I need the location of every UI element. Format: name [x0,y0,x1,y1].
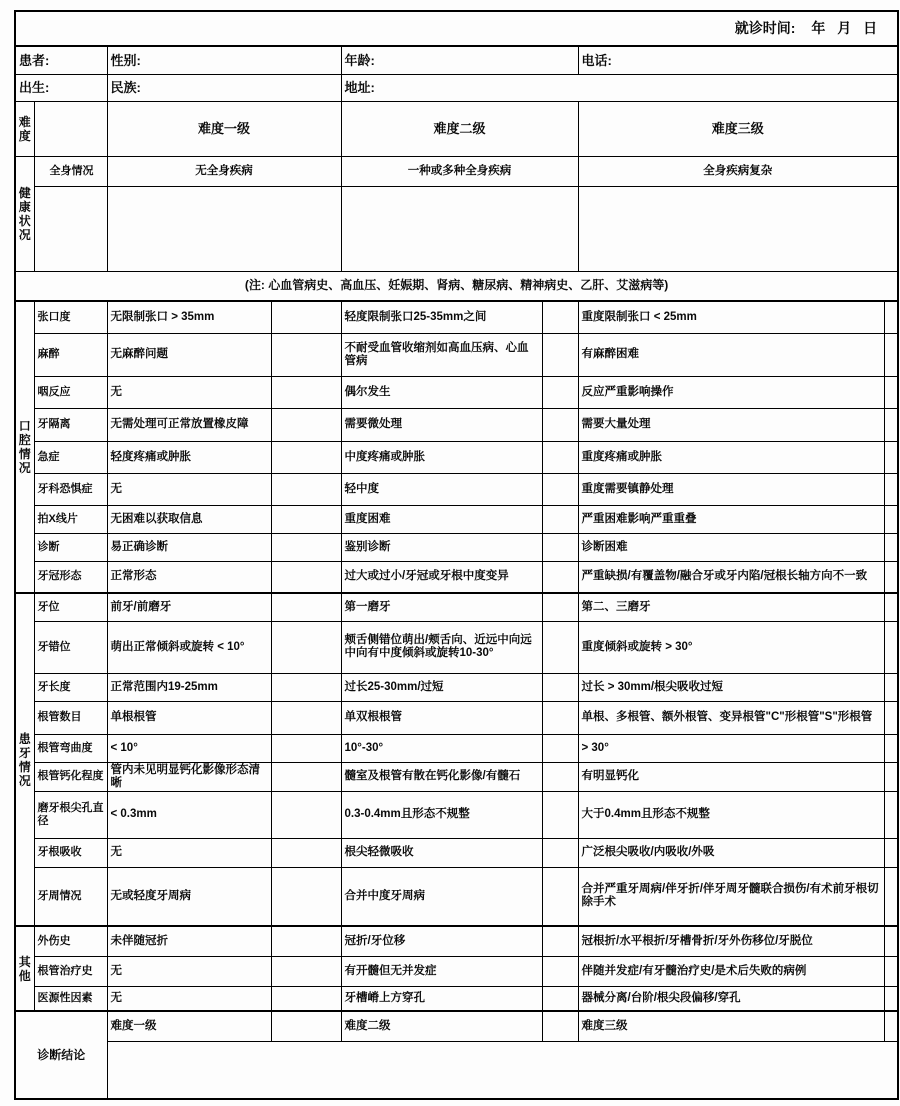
level3-value-cell: 重度疼痛或肿胀 [578,441,884,473]
level1-check-cell[interactable] [271,533,341,561]
level3-value-cell: 大于0.4mm且形态不规整 [578,791,884,838]
level3-check-cell[interactable] [884,561,898,593]
level2-value-cell: 过长25-30mm/过短 [341,673,542,701]
level1-value-cell: 无需处理可正常放置橡皮障 [107,408,271,441]
level2-check-cell[interactable] [542,593,578,621]
level2-value-cell: 10°-30° [341,734,542,762]
level2-value-cell: 第一磨牙 [341,593,542,621]
level1-check-cell[interactable] [271,593,341,621]
level2-check-cell[interactable] [542,333,578,376]
level2-check-cell[interactable] [542,838,578,867]
conclusion-section-label: 诊断结论 [15,1011,107,1099]
row-label-cell: 牙长度 [34,673,107,701]
health-writein-level3-cell[interactable] [578,186,898,271]
visit-time-label: 就诊时间: [734,20,796,36]
level1-check-cell[interactable] [271,473,341,505]
level2-check-cell[interactable] [542,533,578,561]
age-field[interactable]: 年龄: [341,46,578,74]
level2-value-cell: 过大或过小/牙冠或牙根中度变异 [341,561,542,593]
level3-value-cell: 单根、多根管、额外根管、变异根管"C"形根管"S"形根管 [578,701,884,734]
conclusion-level1-check-cell[interactable] [271,1011,341,1041]
row-label-cell: 咽反应 [34,376,107,408]
level2-value-cell: 鉴别诊断 [341,533,542,561]
level2-value-cell: 重度困难 [341,505,542,533]
level3-check-cell[interactable] [884,762,898,791]
level1-value-cell: 无 [107,838,271,867]
level1-check-cell[interactable] [271,838,341,867]
level3-check-cell[interactable] [884,333,898,376]
level1-value-cell: 无麻醉问题 [107,333,271,376]
row-label-cell: 牙冠形态 [34,561,107,593]
level2-check-cell[interactable] [542,673,578,701]
tooth-section-label: 患牙情况 [15,593,34,926]
level3-value-cell: 第二、三磨牙 [578,593,884,621]
level3-value-cell: 冠根折/水平根折/牙槽骨折/牙外伤移位/牙脱位 [578,926,884,956]
row-label-cell: 牙科恐惧症 [34,473,107,505]
level2-check-cell[interactable] [542,621,578,673]
level2-check-cell[interactable] [542,408,578,441]
level2-check-cell[interactable] [542,762,578,791]
conclusion-level2-cell: 难度二级 [341,1011,542,1041]
level3-value-cell: 严重缺损/有覆盖物/融合牙或牙内陷/冠根长轴方向不一致 [578,561,884,593]
oral-section-label: 口腔情况 [15,301,34,593]
conclusion-level3-check-cell[interactable] [884,1011,898,1041]
level2-check-cell[interactable] [542,956,578,986]
level2-value-cell: 单双根根管 [341,701,542,734]
level1-check-cell[interactable] [271,986,341,1011]
level3-check-cell[interactable] [884,301,898,333]
conclusion-level1-cell: 难度一级 [107,1011,271,1041]
level1-value-cell: 正常形态 [107,561,271,593]
health-level1-cell: 无全身疾病 [107,156,341,186]
assessment-form-table [14,10,899,1100]
level3-check-cell[interactable] [884,621,898,673]
level1-check-cell[interactable] [271,505,341,533]
level1-value-cell: 无困难以获取信息 [107,505,271,533]
level3-check-cell[interactable] [884,376,898,408]
health-level2-cell: 一种或多种全身疾病 [341,156,578,186]
level2-value-cell: 轻中度 [341,473,542,505]
row-label-cell: 医源性因素 [34,986,107,1011]
other-section-label: 其他 [15,926,34,1011]
level1-value-cell: < 0.3mm [107,791,271,838]
row-label-cell: 诊断 [34,533,107,561]
level2-check-cell[interactable] [542,441,578,473]
level1-check-cell[interactable] [271,561,341,593]
level2-value-cell: 不耐受血管收缩剂如高血压病、心血管病 [341,333,542,376]
level1-check-cell[interactable] [271,734,341,762]
level2-check-cell[interactable] [542,926,578,956]
level1-check-cell[interactable] [271,701,341,734]
row-label-cell: 根管钙化程度 [34,762,107,791]
level3-value-cell: > 30° [578,734,884,762]
level3-value-cell: 有明显钙化 [578,762,884,791]
level1-value-cell: 萌出正常倾斜或旋转 < 10° [107,621,271,673]
level3-check-cell[interactable] [884,956,898,986]
level3-value-cell: 合并严重牙周病/伴牙折/伴牙周牙髓联合损伤/有术前牙根切除手术 [578,867,884,926]
level3-check-cell[interactable] [884,473,898,505]
address-field[interactable]: 地址: [341,74,898,101]
health-writein-level1-cell[interactable] [107,186,341,271]
visit-time-cell[interactable] [15,11,898,46]
level3-check-cell[interactable] [884,986,898,1011]
difficulty-blank-cell [34,101,107,156]
level3-value-cell: 重度倾斜或旋转 > 30° [578,621,884,673]
difficulty-level1-header: 难度一级 [107,101,341,156]
row-label-cell: 牙周情况 [34,867,107,926]
level1-value-cell: 无 [107,376,271,408]
level3-check-cell[interactable] [884,533,898,561]
patient-name-field[interactable]: 患者: [15,46,107,74]
row-label-cell: 外伤史 [34,926,107,956]
level3-value-cell: 需要大量处理 [578,408,884,441]
level3-check-cell[interactable] [884,673,898,701]
health-writein-label-cell[interactable] [34,186,107,271]
row-label-cell: 牙根吸收 [34,838,107,867]
ethnicity-field[interactable]: 民族: [107,74,341,101]
birth-field[interactable]: 出生: [15,74,107,101]
row-label-cell: 牙隔离 [34,408,107,441]
row-label-cell: 牙错位 [34,621,107,673]
level2-value-cell: 牙槽嵴上方穿孔 [341,986,542,1011]
row-label-cell: 张口度 [34,301,107,333]
level1-value-cell: 正常范围内19-25mm [107,673,271,701]
level3-value-cell: 过长 > 30mm/根尖吸收过短 [578,673,884,701]
level2-check-cell[interactable] [542,473,578,505]
level3-value-cell: 诊断困难 [578,533,884,561]
level1-value-cell: 前牙/前磨牙 [107,593,271,621]
level1-check-cell[interactable] [271,791,341,838]
level3-value-cell: 重度需要镇静处理 [578,473,884,505]
level1-check-cell[interactable] [271,926,341,956]
health-writein-level2-cell[interactable] [341,186,578,271]
level2-check-cell[interactable] [542,505,578,533]
level2-check-cell[interactable] [542,986,578,1011]
level2-check-cell[interactable] [542,734,578,762]
level2-check-cell[interactable] [542,791,578,838]
level2-value-cell: 髓室及根管有散在钙化影像/有髓石 [341,762,542,791]
level3-check-cell[interactable] [884,408,898,441]
level2-value-cell: 根尖轻微吸收 [341,838,542,867]
level3-check-cell[interactable] [884,791,898,838]
level1-check-cell[interactable] [271,441,341,473]
difficulty-level2-header: 难度二级 [341,101,578,156]
row-label-cell: 麻醉 [34,333,107,376]
level2-value-cell: 0.3-0.4mm且形态不规整 [341,791,542,838]
row-label-cell: 牙位 [34,593,107,621]
level1-check-cell[interactable] [271,333,341,376]
row-label-cell: 根管弯曲度 [34,734,107,762]
level2-check-cell[interactable] [542,561,578,593]
conclusion-level2-check-cell[interactable] [542,1011,578,1041]
level2-value-cell: 颊舌侧错位萌出/颊舌向、近远中向远中向有中度倾斜或旋转10-30° [341,621,542,673]
level3-check-cell[interactable] [884,734,898,762]
level1-check-cell[interactable] [271,956,341,986]
level1-value-cell: < 10° [107,734,271,762]
level3-value-cell: 有麻醉困难 [578,333,884,376]
level2-value-cell: 需要微处理 [341,408,542,441]
level2-check-cell[interactable] [542,867,578,926]
level1-value-cell: 无或轻度牙周病 [107,867,271,926]
row-label-cell: 急症 [34,441,107,473]
level2-value-cell: 合并中度牙周病 [341,867,542,926]
level3-check-cell[interactable] [884,441,898,473]
level1-check-cell[interactable] [271,673,341,701]
level3-check-cell[interactable] [884,701,898,734]
level2-value-cell: 轻度限制张口25-35mm之间 [341,301,542,333]
level1-check-cell[interactable] [271,301,341,333]
level3-check-cell[interactable] [884,593,898,621]
level2-value-cell: 有开髓但无并发症 [341,956,542,986]
level1-value-cell: 轻度疼痛或肿胀 [107,441,271,473]
level2-value-cell: 偶尔发生 [341,376,542,408]
health-section-label: 健康状况 [15,156,34,271]
level3-value-cell: 器械分离/台阶/根尖段偏移/穿孔 [578,986,884,1011]
level3-check-cell[interactable] [884,867,898,926]
level1-value-cell: 单根根管 [107,701,271,734]
level3-value-cell: 伴随并发症/有牙髓治疗史/是术后失败的病例 [578,956,884,986]
level1-value-cell: 无 [107,473,271,505]
level2-value-cell: 冠折/牙位移 [341,926,542,956]
level2-check-cell[interactable] [542,701,578,734]
visit-time-value[interactable]: 年 月 日 [811,20,882,36]
difficulty-level3-header: 难度三级 [578,101,898,156]
level3-check-cell[interactable] [884,926,898,956]
level1-check-cell[interactable] [271,867,341,926]
level1-check-cell[interactable] [271,408,341,441]
systemic-condition-label: 全身情况 [34,156,107,186]
level3-check-cell[interactable] [884,838,898,867]
level3-value-cell: 重度限制张口 < 25mm [578,301,884,333]
conclusion-level3-cell: 难度三级 [578,1011,884,1041]
level1-check-cell[interactable] [271,376,341,408]
level1-value-cell: 无 [107,986,271,1011]
row-label-cell: 根管治疗史 [34,956,107,986]
level3-value-cell: 广泛根尖吸收/内吸收/外吸 [578,838,884,867]
level3-value-cell: 反应严重影响操作 [578,376,884,408]
level2-value-cell: 中度疼痛或肿胀 [341,441,542,473]
level1-value-cell: 管内未见明显钙化影像形态清晰 [107,762,271,791]
row-label-cell: 根管数目 [34,701,107,734]
phone-field[interactable]: 电话: [578,46,898,74]
level1-check-cell[interactable] [271,621,341,673]
health-level3-cell: 全身疾病复杂 [578,156,898,186]
row-label-cell: 拍X线片 [34,505,107,533]
level1-value-cell: 未伴随冠折 [107,926,271,956]
conclusion-writein-cell[interactable] [107,1041,898,1099]
level1-value-cell: 易正确诊断 [107,533,271,561]
gender-field[interactable]: 性别: [107,46,341,74]
health-note: (注: 心血管病史、高血压、妊娠期、肾病、糖尿病、精神病史、乙肝、艾滋病等) [15,271,898,301]
level2-check-cell[interactable] [542,301,578,333]
level1-value-cell: 无 [107,956,271,986]
level1-value-cell: 无限制张口 > 35mm [107,301,271,333]
level2-check-cell[interactable] [542,376,578,408]
level1-check-cell[interactable] [271,762,341,791]
difficulty-section-label: 难度 [15,101,34,156]
row-label-cell: 磨牙根尖孔直径 [34,791,107,838]
level3-value-cell: 严重困难影响严重重叠 [578,505,884,533]
level3-check-cell[interactable] [884,505,898,533]
